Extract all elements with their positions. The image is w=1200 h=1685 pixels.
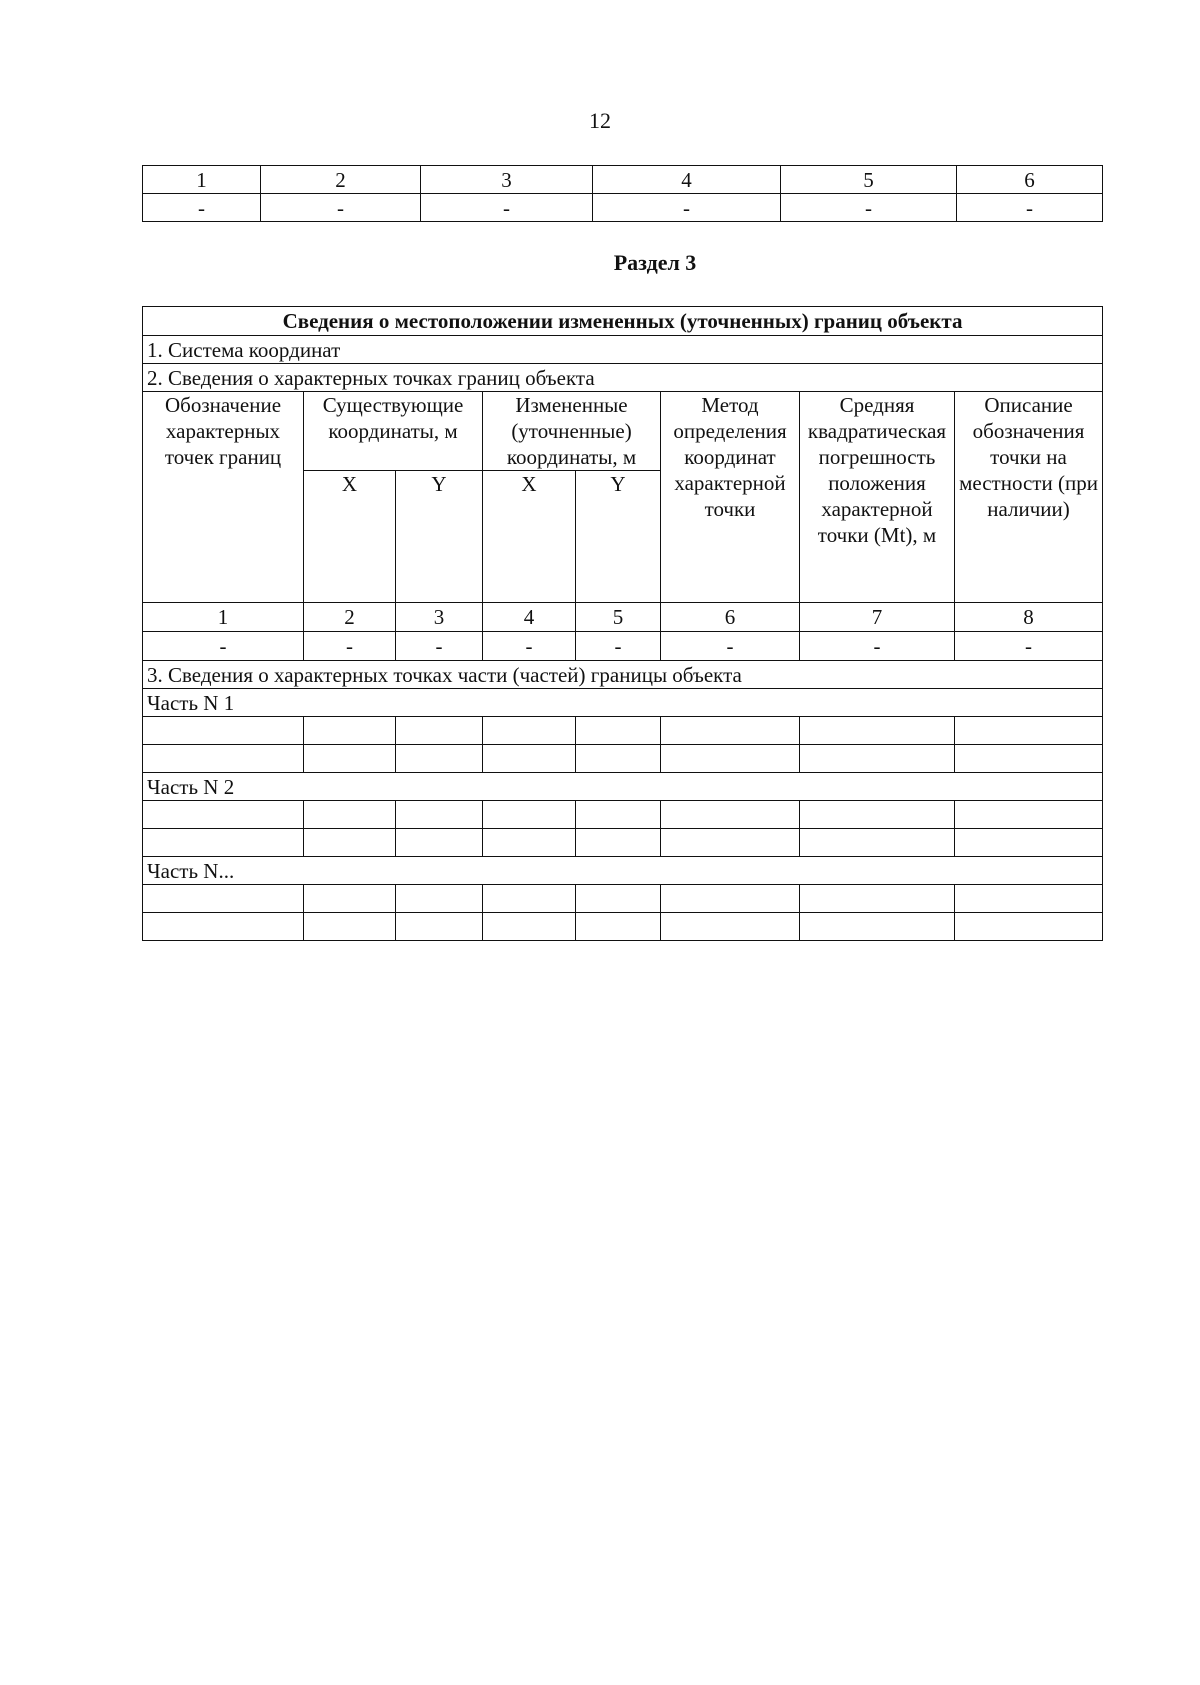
part-1-label: Часть N 1 [143, 689, 1103, 717]
table-cell: 3 [421, 166, 593, 194]
header-row [143, 392, 1103, 471]
table-cell [143, 829, 304, 857]
empty-row [143, 913, 1103, 941]
table-cell [661, 745, 800, 773]
table-cell [483, 801, 576, 829]
table-row [143, 773, 1103, 801]
table-cell: 8 [955, 603, 1103, 632]
section-title: Раздел 3 [613, 250, 697, 275]
table-cell: - [593, 194, 781, 222]
table-cell: 4 [483, 603, 576, 632]
table-cell [576, 829, 661, 857]
empty-row [143, 885, 1103, 913]
table-title: Сведения о местоположении измененных (уточненных) границ объекта [143, 307, 1103, 336]
dash-row [143, 632, 1103, 661]
table-cell [143, 745, 304, 773]
table-cell [800, 829, 955, 857]
header-mean-error: Средняя квадратическая погрешность положения характерной точки (Mt), м [800, 392, 955, 603]
table-cell [483, 913, 576, 941]
continuation-table [142, 165, 1103, 222]
table-cell [143, 885, 304, 913]
table-cell [304, 745, 396, 773]
table-cell [955, 829, 1103, 857]
table-cell [800, 717, 955, 745]
empty-row [143, 717, 1103, 745]
table-cell: - [143, 194, 261, 222]
table-row [143, 364, 1103, 392]
table-cell [483, 885, 576, 913]
table-cell [661, 829, 800, 857]
table-cell [576, 717, 661, 745]
empty-row [143, 829, 1103, 857]
table-cell: - [261, 194, 421, 222]
table-cell: - [483, 632, 576, 661]
table-cell [304, 913, 396, 941]
table-cell: - [800, 632, 955, 661]
empty-row [143, 801, 1103, 829]
header-description: Описание обозначения точки на местности (при наличии) [955, 392, 1103, 603]
table-cell [955, 801, 1103, 829]
boundary-points-table [142, 306, 1103, 941]
table-cell: 7 [800, 603, 955, 632]
table-cell [304, 885, 396, 913]
table-cell: - [396, 632, 483, 661]
table-row [143, 336, 1103, 364]
part-n-label: Часть N... [143, 857, 1103, 885]
table-cell: 6 [957, 166, 1103, 194]
header-existing-y: Y [396, 471, 483, 603]
table-cell [396, 829, 483, 857]
table-cell: 5 [576, 603, 661, 632]
boundary-points-heading: 2. Сведения о характерных точках границ объекта [143, 364, 1103, 392]
table-cell: - [421, 194, 593, 222]
table-cell [143, 801, 304, 829]
table-cell: - [781, 194, 957, 222]
table-cell: - [955, 632, 1103, 661]
table-cell [800, 745, 955, 773]
header-changed-y: Y [576, 471, 661, 603]
table-cell [661, 885, 800, 913]
table-cell [304, 829, 396, 857]
table-cell: 1 [143, 603, 304, 632]
table-cell [661, 717, 800, 745]
table-cell: - [576, 632, 661, 661]
column-numbers-row [143, 603, 1103, 632]
table-cell [800, 801, 955, 829]
table-cell: - [661, 632, 800, 661]
header-changed-x: X [483, 471, 576, 603]
table-cell: 2 [304, 603, 396, 632]
page-number: 12 [589, 108, 611, 133]
table-cell [304, 801, 396, 829]
header-existing-coordinates: Существующие координаты, м [304, 392, 483, 471]
table-row [143, 661, 1103, 689]
table-cell [483, 717, 576, 745]
table-row [143, 307, 1103, 336]
table-cell: 1 [143, 166, 261, 194]
table-cell [396, 801, 483, 829]
header-existing-x: X [304, 471, 396, 603]
table-cell: 4 [593, 166, 781, 194]
table-cell [800, 885, 955, 913]
table-cell [396, 745, 483, 773]
table-cell: - [143, 632, 304, 661]
empty-row [143, 745, 1103, 773]
table-cell: - [957, 194, 1103, 222]
table-cell [396, 913, 483, 941]
part-2-label: Часть N 2 [143, 773, 1103, 801]
table-cell [576, 885, 661, 913]
table-cell: 3 [396, 603, 483, 632]
table-cell [576, 913, 661, 941]
table-cell [955, 913, 1103, 941]
table-cell: 2 [261, 166, 421, 194]
table-cell [304, 717, 396, 745]
table-cell: 5 [781, 166, 957, 194]
table-cell [576, 801, 661, 829]
table-cell [576, 745, 661, 773]
table-cell [955, 717, 1103, 745]
table-cell [143, 717, 304, 745]
table-cell: 6 [661, 603, 800, 632]
table-row [143, 857, 1103, 885]
table-row [143, 194, 1103, 222]
table-cell [396, 885, 483, 913]
table-cell: - [304, 632, 396, 661]
table-cell [483, 829, 576, 857]
header-method: Метод определения координат характерной точки [661, 392, 800, 603]
table-cell [661, 801, 800, 829]
table-cell [143, 913, 304, 941]
table-row [143, 689, 1103, 717]
table-cell [955, 885, 1103, 913]
table-cell [483, 745, 576, 773]
table-cell [661, 913, 800, 941]
table-cell [396, 717, 483, 745]
table-cell [955, 745, 1103, 773]
table-cell [800, 913, 955, 941]
header-changed-coordinates: Измененные (уточненные) координаты, м [483, 392, 661, 471]
header-designation: Обозначение характерных точек границ [143, 392, 304, 603]
table-row [143, 166, 1103, 194]
coordinate-system-row: 1. Система координат [143, 336, 1103, 364]
part-points-heading: 3. Сведения о характерных точках части (частей) границы объекта [143, 661, 1103, 689]
